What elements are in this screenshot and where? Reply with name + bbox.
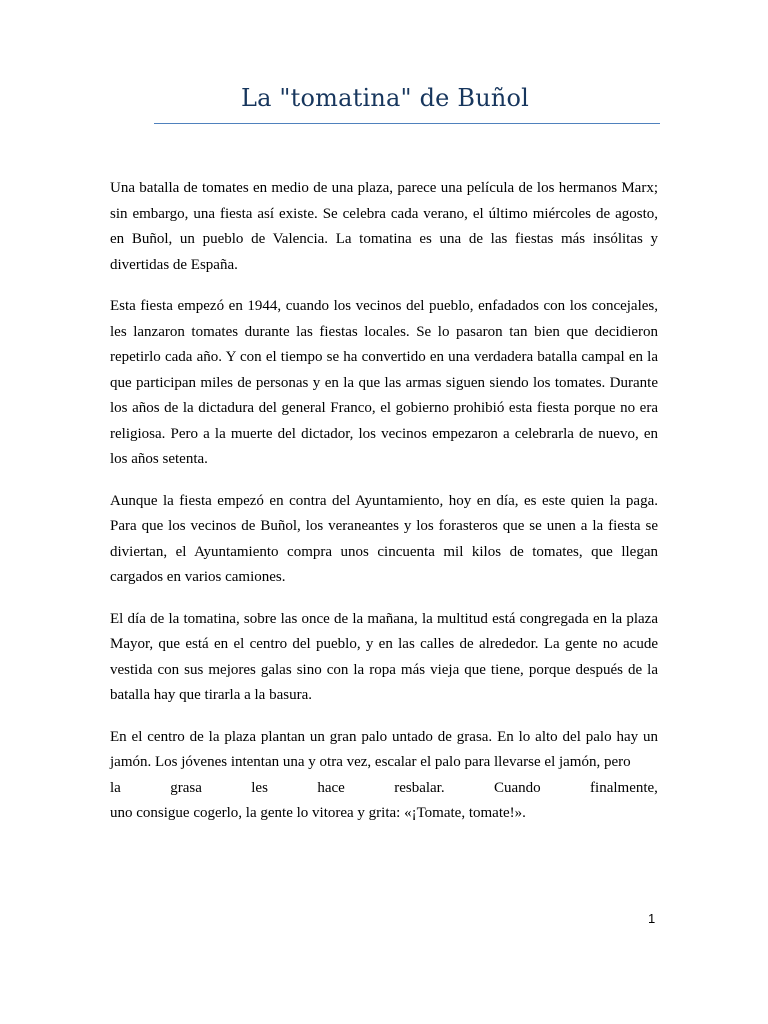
spread-word: grasa [170, 779, 202, 796]
document-title: La "tomatina" de Buñol [240, 84, 530, 112]
paragraph-5-spread-line [110, 776, 658, 802]
paragraph-3: Aunque la fiesta empezó en contra del Ayuntamiento, hoy en día, es este quien la paga. Para que los vecinos de Buñol, los veraneantes y los forasteros que se unen a la fiesta se diviertan, el Ayuntamiento compra unos cincuenta mil kilos de tomates, que llegan cargados en varios camiones. [110, 492, 658, 585]
paragraph-5-text: En el centro de la plaza plantan un gran palo untado de grasa. En lo alto del palo hay un jamón. Los jóvenes intentan una y otra vez, escalar el palo para llevarse el jamón, pero [110, 728, 658, 770]
paragraph-5 [110, 725, 658, 827]
spread-word: Cuando [493, 779, 541, 796]
page-number: 1 [648, 911, 656, 926]
spread-word: hace [317, 779, 345, 796]
spread-word: finalmente, [590, 779, 658, 796]
paragraph-2: Esta fiesta empezó en 1944, cuando los vecinos del pueblo, enfadados con los concejales, les lanzaron tomates durante las fiestas locales. Se lo pasaron tan bien que decidieron repetirlo cada año. Y con el tiempo se ha convertido en una verdadera batalla campal en la que participan miles de personas y en la que las armas siguen siendo los tomates. Durante los años de la dictadura del general Franco, el gobierno prohibió esta fiesta porque no era religiosa. Pero a la muerte del dictador, los vecinos empezaron a celebrarla de nuevo, en los años setenta. [110, 298, 658, 467]
title-underline-rule [154, 123, 660, 124]
paragraph-4: El día de la tomatina, sobre las once de la mañana, la multitud está congregada en la plaza Mayor, que está en el centro del pueblo, y en las calles de alrededor. La gente no acude vestida con sus mejores galas sino con la ropa más vieja que tiene, porque después de la batalla hay que tirarla a la basura. [110, 610, 658, 703]
paragraph-5-final-line: uno consigue cogerlo, la gente lo vitorea y grita: «¡Tomate, tomate!». [110, 805, 526, 821]
spread-word: resbalar. [394, 779, 445, 796]
paragraph-1: Una batalla de tomates en medio de una plaza, parece una película de los hermanos Marx; sin embargo, una fiesta así existe. Se celebra cada verano, el último miércoles de agosto, en Buñol, un pueblo de Valencia. La tomatina es una de las fiestas más insólitas y divertidas de España. [110, 180, 658, 273]
spread-word: les [251, 779, 268, 796]
spread-word: la [110, 779, 121, 796]
document-body [110, 176, 658, 843]
